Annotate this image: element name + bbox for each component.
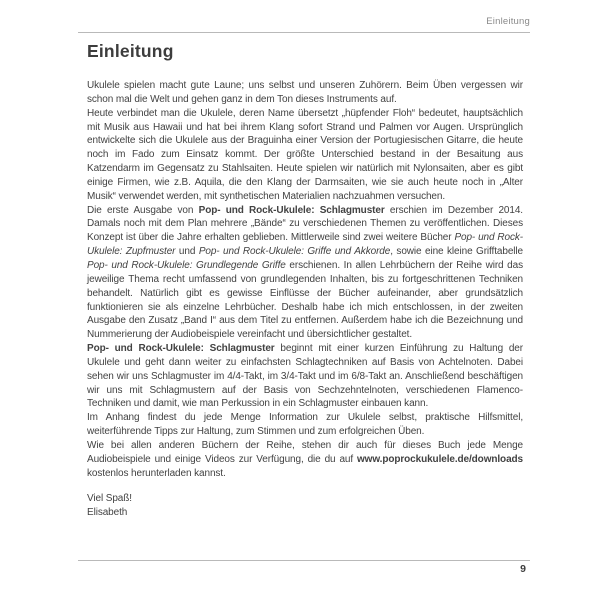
page-number: 9 <box>520 563 526 575</box>
footer-divider <box>78 560 530 561</box>
text-segment-normal: beginnt mit einer kurzen Einführung zu Haltung der Ukulele und geht dann weiter zu einfachsten Schlagtechniken auf Basis von Achtelnoten. Dabei sehen wir uns Schlagmuster im 4/4-Takt, im 3/4-Takt und im 6/8-Takt an. Anschließend beschäftigen wir uns mit Schlagmustern auf der Basis von Sechzehntelnoten, verschiedenen Flamenco-Techniken und damit, wie man Perkussion in ein Schlagmuster einbauen kann. <box>87 343 523 410</box>
page-title: Einleitung <box>87 41 174 61</box>
paragraph <box>87 204 523 342</box>
text-segment-normal: erschienen. In allen Lehrbüchern der Reihe wird das jeweilige Thema recht umfassend von grundlegenden Inhalten, bis zu fortgeschrittenen Techniken behandelt. Natürlich gibt es gewisse Einflüsse der Bücher aufeinander, aber grundsätzlich funktionieren sie als einzelne Lehrbücher. Deshalb habe ich mich entschlossen, in der zweiten Ausgabe den Zusatz „Band I“ aus dem Titel zu entfernen. Außerdem habe ich die Bezeichnung und Nummerierung der Audiobeispiele vereinfacht und übersichtlicher gestaltet. <box>87 259 523 341</box>
text-segment-normal: , sowie eine kleine Grifftabelle <box>390 246 524 258</box>
text-segment-bold: www.poprockukulele.de/downloads <box>357 453 523 465</box>
text-segment-normal: Die erste Ausgabe von <box>87 204 199 216</box>
text-segment-normal: Ukulele spielen macht gute Laune; uns selbst und unseren Zuhörern. Beim Üben vergessen wir schon mal die Welt und gehen ganz in dem Ton dieses Instruments auf. <box>87 80 523 105</box>
paragraph <box>87 342 523 411</box>
text-segment-normal: Wie bei allen anderen Büchern der Reihe, stehen dir auch für dieses Buch jede Menge Audiobeispiele und einige Videos zur Verfügung, die du auf <box>87 439 523 465</box>
paragraph <box>87 439 523 481</box>
signature-line2: Elisabeth <box>87 507 128 519</box>
body-text <box>87 79 523 520</box>
running-header <box>87 16 530 27</box>
text-segment-italic: Pop- und Rock-Ukulele: Griffe und Akkorde <box>198 246 391 258</box>
text-segment-normal: Heute verbindet man die Ukulele, deren Name übersetzt „hüpfender Floh“ bedeutet, hauptsächlich mit Musik aus Hawaii und hat bei ihrem Klang sofort Strand und Palmen vor Augen. Ursprünglich entwickelte sich die Ukulele aus der Braguinha einer Version der Portugiesischen Gitarre, die heute noch im Fado zum Einsatz kommt. Der größte Unterschied bestand in der Besaitung aus Katzendarm im Gegensatz zu Stahlsaiten. Heute spielen wir natürlich mit Nylonsaiten, aber es gibt einige Firmen, wie z.B. Aquila, die den Klang der Darmsaiten, wie sie auch heute noch in „Alter Musik“ verwendet werden, mit synthetischen Materialien nachzuahmen versuchen. <box>87 107 523 202</box>
text-segment-normal: Im Anhang findest du jede Menge Information zur Ukulele selbst, praktische Hilfsmittel, weiterführende Tipps zur Haltung, zum Stimmen und zum erfolgreichen Üben. <box>87 412 523 438</box>
paragraph <box>87 107 523 204</box>
signature-line1: Viel Spaß! <box>87 493 132 505</box>
running-header-text: Einleitung <box>486 16 530 27</box>
text-segment-normal: erschien im Dezember 2014. Damals noch mit dem Plan mehrere „Bände“ zu verschiedenen Themen zu veröffentlichen. Dieses Konzept ist über die Jahre erhalten geblieben. Mittlerweile sind zwei weitere Bücher <box>87 204 523 244</box>
text-segment-italic: Pop- und Rock-Ukulele: Grundlegende Griffe <box>87 259 286 271</box>
signature-block <box>87 492 523 520</box>
header-divider <box>78 32 530 33</box>
text-segment-bold: Pop- und Rock-Ukulele: Schlagmuster <box>87 343 275 355</box>
text-segment-normal: kostenlos herunterladen kannst. <box>87 467 226 479</box>
text-segment-normal: und <box>175 246 199 258</box>
text-segment-bold: Pop- und Rock-Ukulele: Schlagmuster <box>198 204 385 216</box>
text-segment-italic: Pop- und Rock-Ukulele: Zupfmuster <box>87 232 524 258</box>
paragraph <box>87 79 523 107</box>
paragraph <box>87 411 523 439</box>
